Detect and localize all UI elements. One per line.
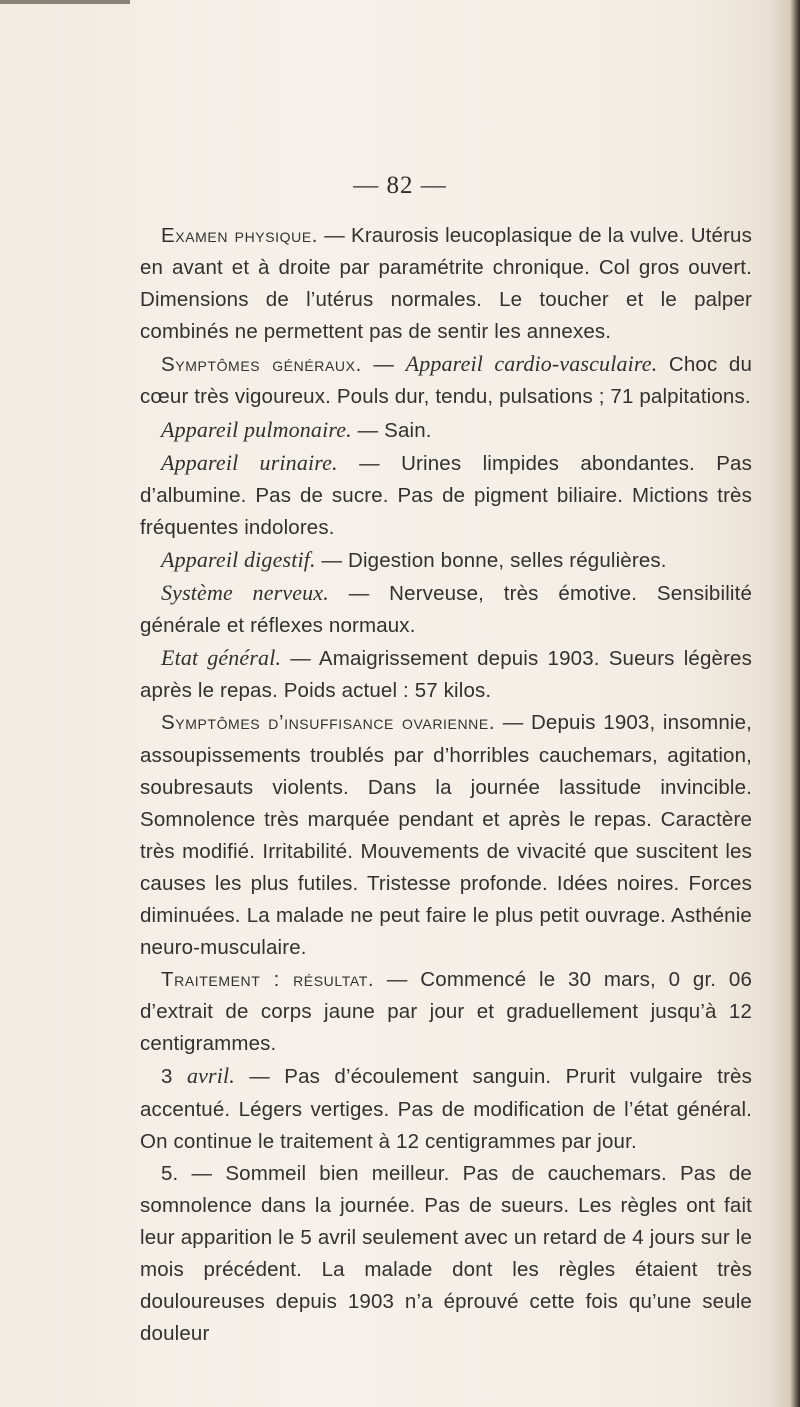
heading-insuffisance-ovarienne: Symptômes d’insuffisance ovarienne.: [161, 711, 496, 735]
date-number: 3: [161, 1065, 187, 1089]
paragraph-text: — Digestion bonne, selles régulières.: [315, 548, 667, 572]
paragraph-insuffisance-ovarienne: [140, 707, 752, 964]
paragraph-symptomes-generaux: [140, 348, 752, 413]
paragraph-etat-general: [140, 642, 752, 707]
date-number: 5.: [161, 1161, 179, 1185]
separator: —: [361, 353, 406, 377]
paragraph-text: — Sommeil bien meilleur. Pas de cauchemars. Pas de somnolence dans la journée. Pas de sueurs. Les règles ont fait leur apparition le 5 avril seulement avec un retard de 4 jours sur le mois précédent. La malade dont les règles étaient très douloureuses depuis 1903 n’a éprouvé cette fois qu’une seule douleur: [140, 1161, 752, 1346]
paragraph-traitement: [140, 964, 752, 1060]
subheading-nerveux: Système nerveux.: [161, 580, 329, 606]
paragraph-5: [140, 1158, 752, 1351]
paragraph-3-avril: [140, 1060, 752, 1157]
page-edge: [790, 0, 800, 1407]
date-month: avril.: [186, 1063, 235, 1089]
body-text: [140, 220, 752, 1350]
paragraph-text: — Nerveuse, très émotive. Sensibilité générale et réflexes normaux.: [140, 582, 752, 638]
scan-shadow: [0, 0, 130, 4]
paragraph-text: — Depuis 1903, insomnie, assoupissements troublés par d’horribles cauchemars, agitation, soubresauts violents. Dans la journée lassitude invincible. Somnolence très marquée pendant et après le repas. Caractère très modifié. Irritabilité. Mouvements de vivacité que suscitent les causes les plus futiles. Tristesse profonde. Idées noires. Forces diminuées. La malade ne peut faire le plus petit ouvrage. Asthénie neuro-musculaire.: [140, 711, 752, 960]
subheading-urinaire: Appareil urinaire.: [161, 449, 338, 475]
paragraph-systeme-nerveux: [140, 577, 752, 642]
paragraph-text: — Pas d’écoulement sanguin. Prurit vulgaire très accentué. Légers vertiges. Pas de modification de l’état général. On continue le traitement à 12 centigrammes par jour.: [140, 1065, 752, 1153]
page-number: — 82 —: [353, 172, 447, 199]
paragraph-text: — Commencé le 30 mars, 0 gr. 06 d’extrait de corps jaune par jour et graduellement jusqu’à 12 centigrammes.: [140, 968, 752, 1056]
heading-traitement: Traitement : résultat.: [161, 968, 375, 992]
paragraph-appareil-pulmonaire: [140, 414, 752, 447]
subheading-pulmonaire: Appareil pulmonaire.: [161, 416, 352, 442]
subheading-cardio-vasculaire: Appareil cardio-vasculaire.: [405, 351, 658, 377]
subheading-digestif: Appareil digestif.: [161, 546, 316, 572]
paragraph-text: — Kraurosis leucoplasique de la vulve. Utérus en avant et à droite par paramétrite chronique. Col gros ouvert. Dimensions de l’utérus normales. Le toucher et le palper combinés ne permettent pas de sentir les annexes.: [140, 224, 752, 344]
paragraph-appareil-urinaire: [140, 447, 752, 544]
subheading-etat-general: Etat général.: [161, 645, 282, 671]
paragraph-appareil-digestif: [140, 544, 752, 577]
paragraph-text: — Urines limpides abondantes. Pas d’albumine. Pas de sucre. Pas de pigment biliaire. Mictions très fréquentes indolores.: [140, 451, 753, 539]
paragraph-examen-physique: [140, 220, 752, 348]
paragraph-text: — Sain.: [351, 418, 432, 442]
paragraph-text: Choc du cœur très vigoureux. Pouls dur, tendu, pulsations ; 71 palpitations.: [140, 353, 753, 409]
paragraph-text: — Amaigrissement depuis 1903. Sueurs légères après le repas. Poids actuel : 57 kilos.: [140, 647, 752, 703]
heading-symptomes-generaux: Symptômes généraux.: [161, 353, 362, 377]
heading-examen-physique: Examen physique.: [161, 224, 319, 247]
